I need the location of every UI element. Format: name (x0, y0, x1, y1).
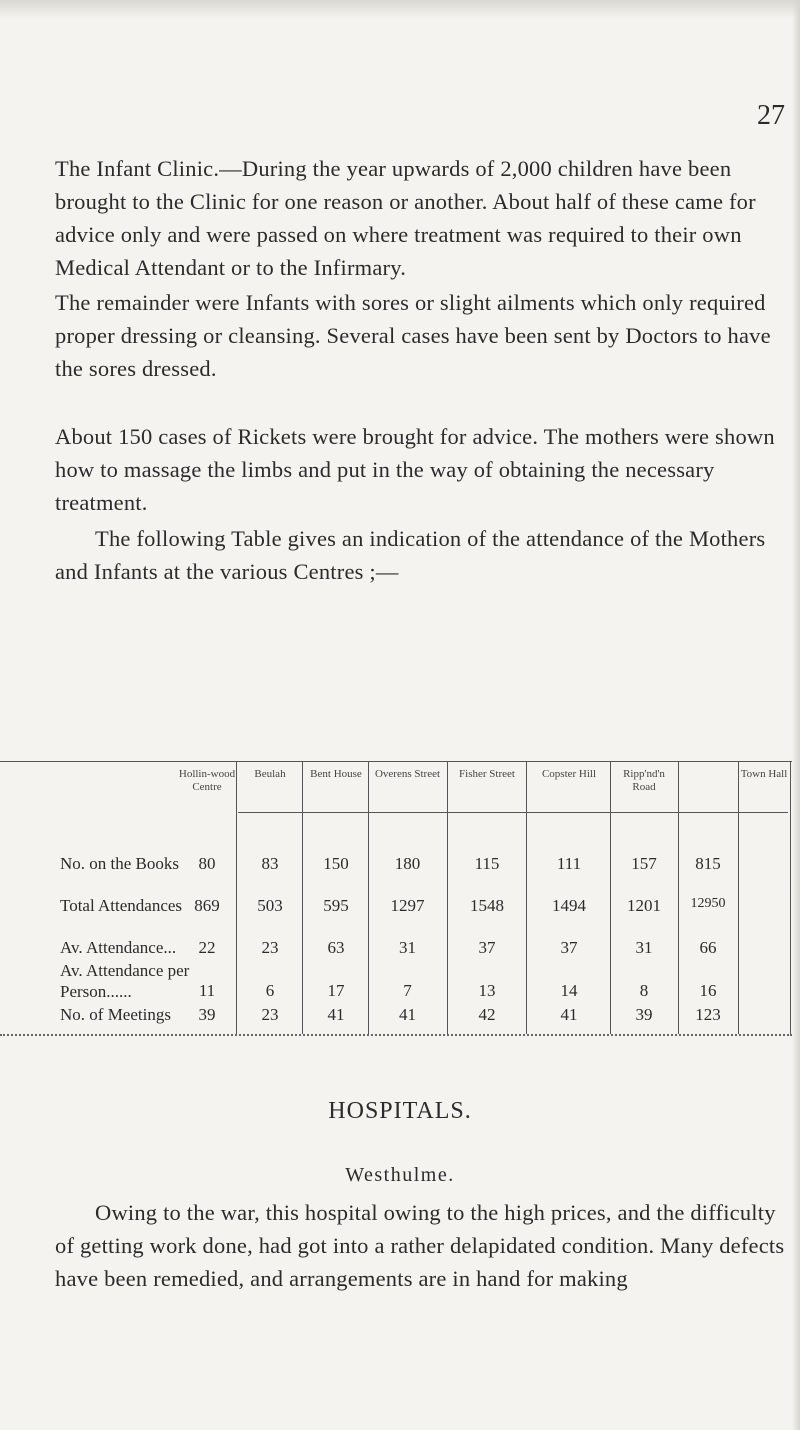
col-header-overens-street: Overens Street (374, 768, 441, 780)
column-divider (790, 762, 791, 1024)
col-header-copster-hill: Copster Hill (541, 768, 597, 780)
table-cell: 1297 (390, 896, 425, 915)
row-label-total-attendances: Total Attendances (60, 896, 183, 915)
remainder-paragraph: The remainder were Infants with sores or slight ailments which only required proper dressing or cleansing. Several cases have been sent by Doctors to have the sores dressed. (55, 290, 771, 381)
westhulme-paragraph: Owing to the war, this hospital owing to the high prices, and the difficulty of getting work done, had got into a rather delapidated condition. Many defects have been remedied, and arrangements are in hand for making (55, 1200, 785, 1291)
table-cell: 150 (323, 854, 349, 873)
row-label-meetings: No. of Meetings (60, 1005, 171, 1024)
table-cell: 13 (478, 981, 496, 1000)
westhulme-subheading: Westhulme. (345, 1164, 455, 1186)
table-cell: 1494 (552, 896, 586, 915)
col-header-bent-house: Bent House (310, 768, 362, 780)
rickets-paragraph: About 150 cases of Rickets were brought for advice. The mothers were shown how to massage the limbs and put in the way of obtaining the necessary treatment. (55, 424, 775, 515)
table-cell: 869 (194, 896, 220, 915)
table-cell: 63 (327, 938, 345, 957)
column-divider (302, 1000, 303, 1034)
column-divider (368, 1000, 369, 1034)
row-label-books: No. on the Books (60, 854, 179, 873)
infant-clinic-paragraph: The Infant Clinic.—During the year upwards of 2,000 children have been brought to the Clinic for one reason or another. About half of these came for advice only and were passed on where treatment was required to their own Medical Attendant or to the Infirmary. (55, 156, 756, 280)
header-separator (238, 812, 788, 813)
table-cell: 41 (327, 1005, 345, 1024)
table-cell: 11 (198, 981, 216, 1000)
table-cell: 22 (198, 938, 216, 957)
table-cell: 8 (639, 981, 649, 1000)
column-divider (236, 1000, 237, 1034)
table-cell: 31 (635, 938, 653, 957)
table-cell: 7 (403, 981, 412, 1000)
table-cell: 39 (635, 1005, 653, 1024)
table-cell: 503 (257, 896, 283, 915)
column-divider (447, 1000, 448, 1034)
column-divider (738, 762, 739, 1024)
table-cell: 41 (560, 1005, 578, 1024)
column-divider (526, 762, 527, 1024)
row-label-av-attendance-per-person: Av. Attendance per Person...... (60, 961, 190, 1001)
table-cell: 41 (399, 1005, 416, 1024)
column-divider (526, 1000, 527, 1034)
column-divider (610, 1000, 611, 1034)
table-cell: 123 (695, 1005, 721, 1024)
column-divider (678, 1000, 679, 1034)
table-cell: 17 (327, 981, 345, 1000)
column-divider (236, 762, 237, 1024)
table-cell: 111 (556, 854, 582, 873)
column-divider (678, 762, 679, 1024)
page-number: 27 (757, 100, 785, 131)
table-cell: 6 (265, 981, 275, 1000)
table-top-rule (0, 761, 792, 762)
col-header-hollinwood: Hollin-wood Centre (178, 768, 236, 793)
table-cell: 37 (560, 938, 578, 957)
table-cell: 31 (399, 938, 416, 957)
attendance-table (0, 752, 800, 1027)
table-cell: 80 (198, 854, 216, 873)
table-cell: 16 (699, 981, 717, 1000)
table-cell: 1201 (627, 896, 661, 915)
table-cell: 23 (261, 938, 279, 957)
col-header-rippnden-road: Ripp'nd'n Road (623, 768, 665, 793)
table-cell: 83 (261, 854, 279, 873)
table-cell: 12950 (690, 896, 726, 911)
table-cell: 815 (695, 854, 721, 873)
table-cell: 157 (631, 854, 657, 873)
table-cell: 39 (198, 1005, 216, 1024)
column-divider (368, 762, 369, 1024)
column-divider (738, 1000, 739, 1034)
table-cell: 14 (560, 981, 578, 1000)
table-cell: 115 (474, 854, 500, 873)
column-divider (447, 762, 448, 1024)
table-cell: 42 (478, 1005, 496, 1024)
col-header-beulah: Beulah (254, 768, 286, 780)
row-label-av-attendance: Av. Attendance... (60, 938, 177, 957)
table-cell: 1548 (470, 896, 504, 915)
column-divider (302, 762, 303, 1024)
table-cell: 23 (261, 1005, 279, 1024)
table-intro-paragraph: The following Table gives an indication of the attendance of the Mothers and Infants at the various Centres ;— (55, 526, 766, 584)
hospitals-heading: HOSPITALS. (328, 1098, 472, 1124)
column-divider (610, 762, 611, 1024)
table-cell: 66 (699, 938, 717, 957)
page-top-shadow (0, 0, 800, 18)
table-bottom-rule (0, 1034, 792, 1036)
table-cell: 37 (478, 938, 496, 957)
column-divider (790, 1000, 791, 1034)
table-cell: 595 (323, 896, 349, 915)
table-cell: 180 (394, 854, 421, 873)
col-header-fisher-street: Fisher Street (459, 768, 515, 780)
col-header-town-hall: Town Hall (740, 768, 788, 780)
